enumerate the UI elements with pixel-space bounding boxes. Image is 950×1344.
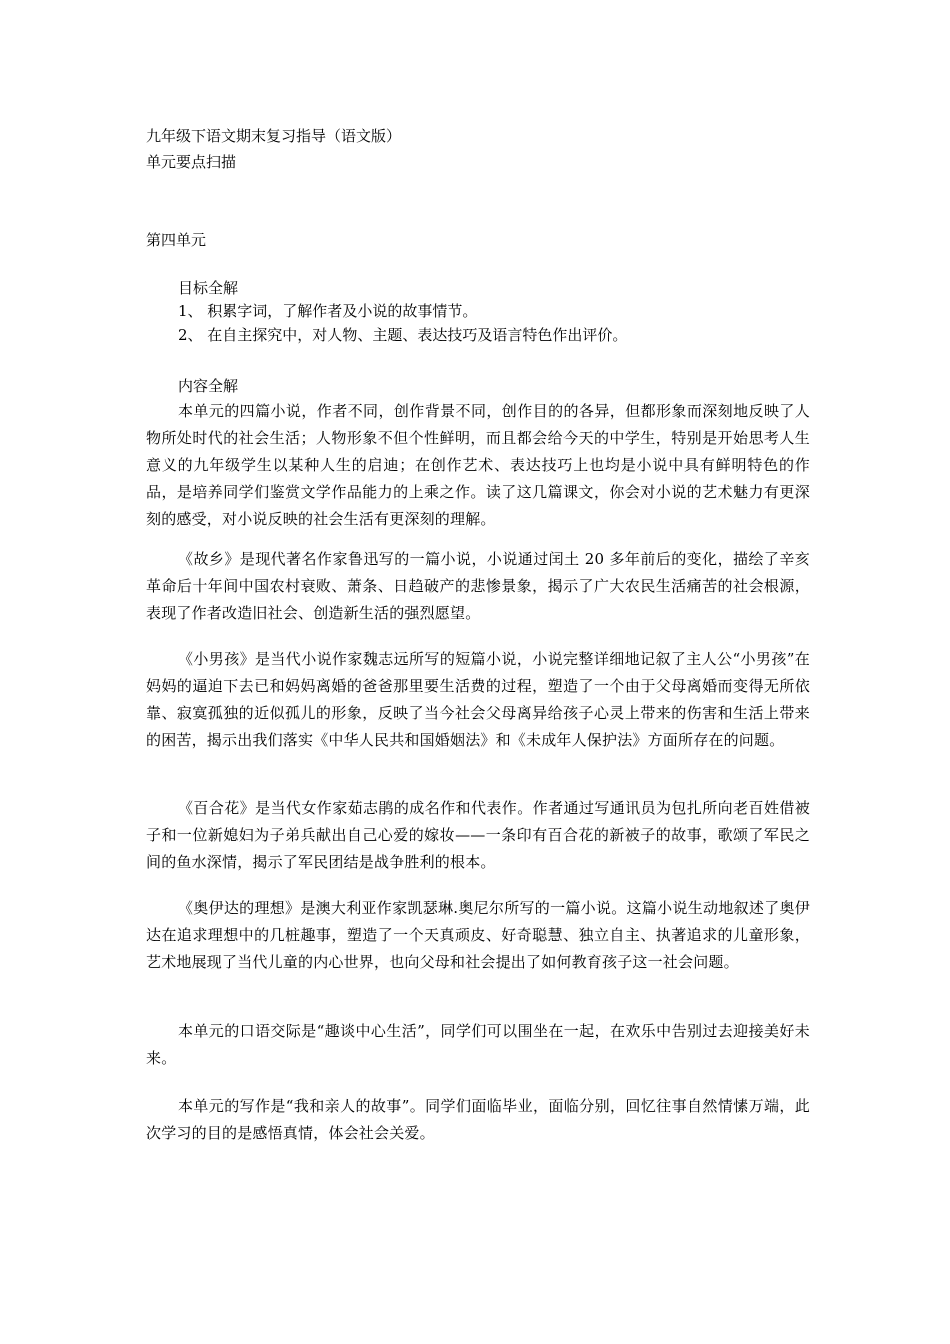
content-paragraph-xiaonanhai: 《小男孩》是当代小说作家魏志远所写的短篇小说，小说完整详细地记叙了主人公“小男孩”在妈妈的逼迫下去已和妈妈离婚的爸爸那里要生活费的过程，塑造了一个由于父母离婚而变得无所依靠、寂寞孤独的近似孤儿的形象，反映了当今社会父母离异给孩子心灵上带来的伤害和生活上带来的困苦，揭示出我们落实《中华人民共和国婚姻法》和《未成年人保护法》方面所存在的问题。 (146, 650, 810, 749)
content-paragraph-intro: 本单元的四篇小说，作者不同，创作背景不同，创作目的的各异，但都形象而深刻地反映了人物所处时代的社会生活；人物形象不但个性鲜明，而且都会给今天的中学生，特别是开始思考人生意义的九年级学生以某种人生的启迪；在创作艺术、表达技巧上也均是小说中具有鲜明特色的作品，是培养同学们鉴赏文学作品能力的上乘之作。读了这几篇课文，你会对小说的艺术魅力有更深刻的感受，对小说反映的社会生活有更深刻的理解。 (146, 402, 810, 528)
content-paragraph-guxiang: 《故乡》是现代著名作家鲁迅写的一篇小说，小说通过闰土 20 多年前后的变化，描绘了辛亥革命后十年间中国农村衰败、萧条、日趋破产的悲惨景象，揭示了广大农民生活痛苦的社会根源，表现了作者改造旧社会、创造新生活的强烈愿望。 (146, 550, 810, 622)
content-paragraph-aoyida: 《奥伊达的理想》是澳大利亚作家凯瑟琳.奥尼尔所写的一篇小说。这篇小说生动地叙述了奥伊达在追求理想中的几桩趣事，塑造了一个天真顽皮、好奇聪慧、独立自主、执著追求的儿童形象，艺术地展现了当代儿童的内心世界，也向父母和社会提出了如何教育孩子这一社会问题。 (146, 899, 810, 971)
content-paragraph-baihehua: 《百合花》是当代女作家茹志鹃的成名作和代表作。作者通过写通讯员为包扎所向老百姓借被子和一位新媳妇为子弟兵献出自己心爱的嫁妆——一条印有百合花的新被子的故事，歌颂了军民之间的鱼水深情，揭示了军民团结是战争胜利的根本。 (146, 799, 810, 871)
goal-item-1: 1、 积累字词，了解作者及小说的故事情节。 (178, 302, 478, 320)
content-paragraph-oral: 本单元的口语交际是“趣谈中心生活”，同学们可以围坐在一起，在欢乐中告别过去迎接美好未来。 (146, 1022, 810, 1067)
document-title: 九年级下语文期末复习指导（语文版） (146, 127, 402, 145)
content-heading: 内容全解 (178, 377, 239, 395)
unit-heading: 第四单元 (146, 231, 207, 249)
goal-item-2: 2、 在自主探究中，对人物、主题、表达技巧及语言特色作出评价。 (178, 326, 628, 344)
document-subtitle: 单元要点扫描 (146, 153, 237, 171)
goals-heading: 目标全解 (178, 279, 239, 297)
content-paragraph-writing: 本单元的写作是“我和亲人的故事”。同学们面临毕业，面临分别，回忆往事自然情愫万端，此次学习的目的是感悟真情，体会社会关爱。 (146, 1097, 810, 1142)
